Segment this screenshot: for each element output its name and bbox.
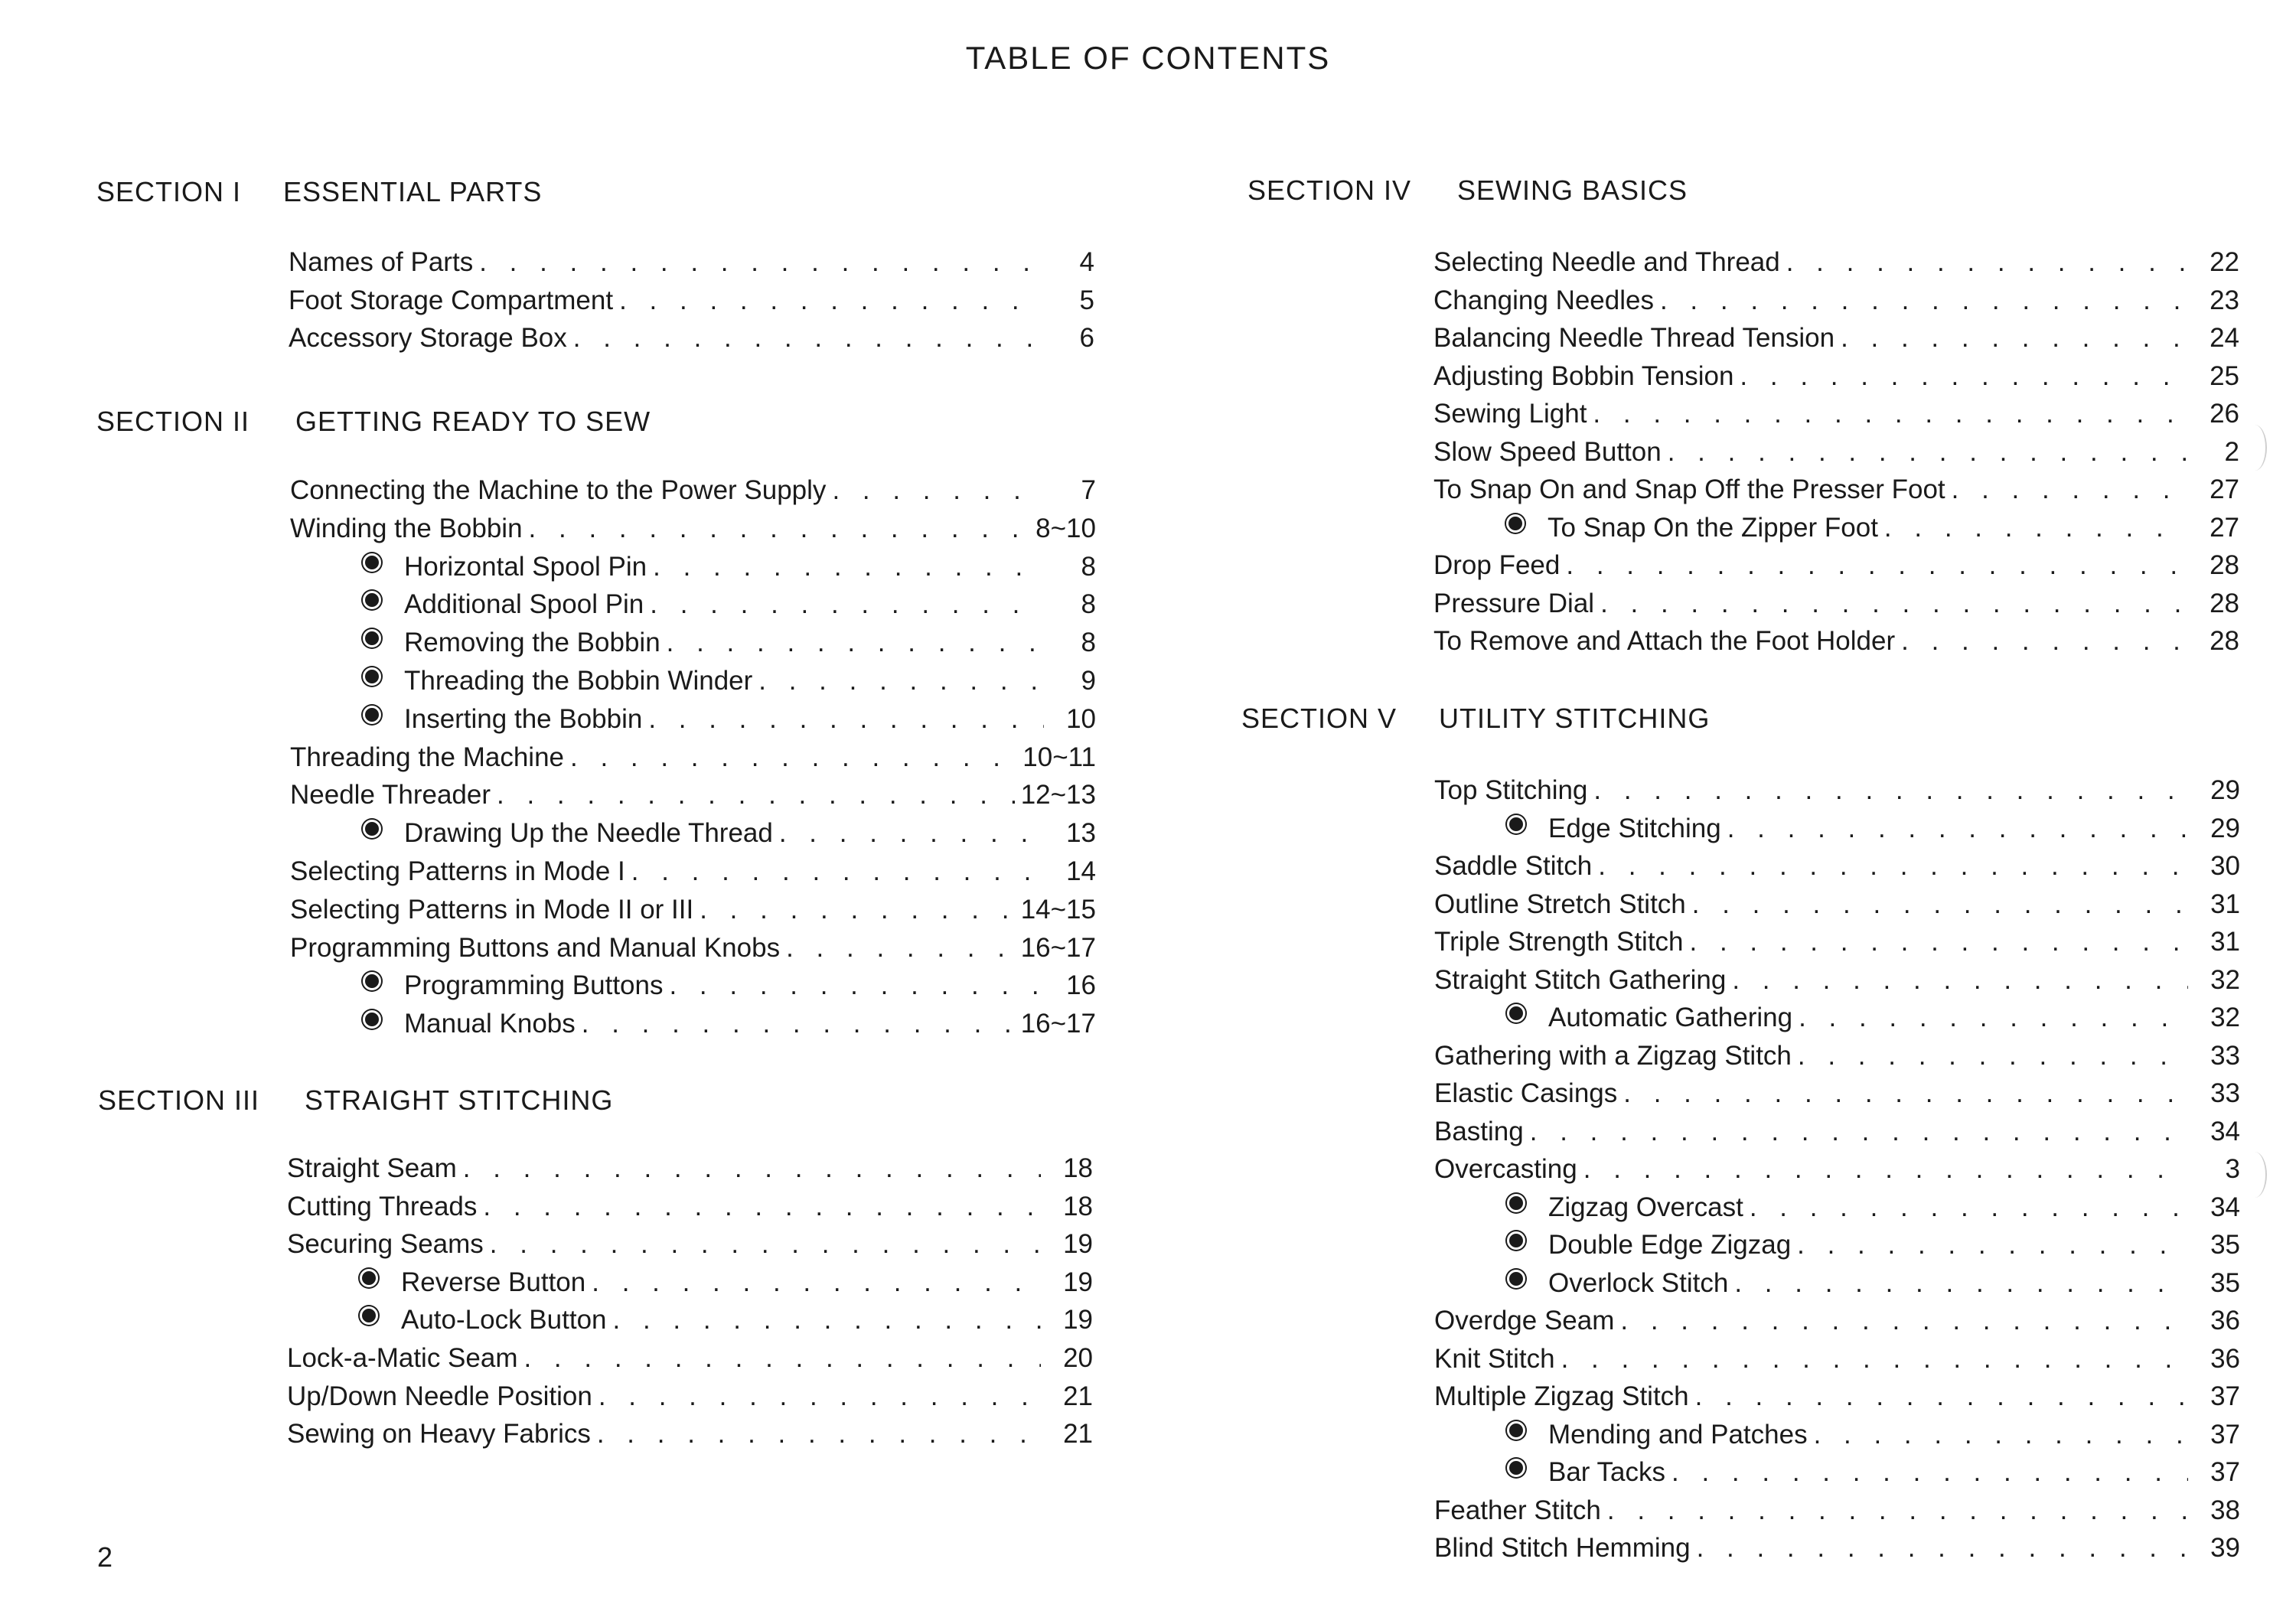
toc-entry-label: Accessory Storage Box [289, 323, 567, 353]
toc-entry-page: 14 [1066, 856, 1096, 886]
dot-leader [1566, 550, 2187, 581]
dot-leader [1561, 1344, 2188, 1375]
toc-entry-label: Edge Stitching [1548, 813, 1721, 843]
toc-entry-page: 35 [2210, 1267, 2240, 1298]
section-name: STRAIGHT STITCHING [305, 1084, 614, 1116]
dot-leader [1798, 1041, 2188, 1071]
toc-entry-label: Triple Strength Stitch [1434, 927, 1684, 957]
dot-leader [1799, 1003, 2188, 1033]
bullet-icon [1507, 1231, 1525, 1250]
toc-entry[interactable] [290, 475, 1096, 512]
toc-entry-label: Reverse Button [401, 1267, 586, 1297]
toc-entry-page: 34 [2210, 1192, 2240, 1222]
dot-leader [631, 856, 1044, 887]
toc-entry[interactable] [1434, 1003, 2240, 1039]
toc-entry-label: Saddle Stitch [1434, 851, 1593, 881]
toc-entry[interactable] [1434, 1230, 2240, 1267]
toc-entry-page: 28 [2210, 588, 2239, 618]
toc-entry-label: Selecting Patterns in Mode II or III [290, 894, 694, 925]
bullet-icon [1507, 1459, 1525, 1477]
toc-entry[interactable] [287, 1192, 1093, 1228]
toc-entry-label: Drawing Up the Needle Thread [404, 818, 773, 849]
section-name: GETTING READY TO SEW [295, 406, 651, 437]
toc-entry-page: 22 [2210, 247, 2239, 277]
toc-entry-label: Blind Stitch Hemming [1434, 1533, 1691, 1563]
toc-entry-page: 36 [2210, 1343, 2240, 1374]
toc-list-section-4 [1433, 247, 2239, 668]
section-1-heading [96, 176, 543, 208]
toc-entry-label: Changing Needles [1433, 285, 1654, 315]
toc-entry-label: Overcasting [1434, 1154, 1577, 1184]
toc-entry-label: Winding the Bobbin [290, 513, 523, 543]
toc-entry-page: 24 [2210, 323, 2239, 353]
dot-leader [1660, 285, 2187, 316]
dot-leader [529, 514, 1030, 544]
toc-entry-label: Selecting Patterns in Mode I [290, 856, 625, 886]
toc-entry-page: 9 [1081, 666, 1096, 696]
toc-entry[interactable] [290, 1009, 1096, 1045]
bullet-icon [363, 706, 381, 724]
toc-entry-page: 5 [1079, 285, 1094, 315]
toc-entry-page: 16 [1066, 970, 1096, 1001]
toc-entry-page: 37 [2210, 1457, 2240, 1487]
toc-entry-label: Drop Feed [1433, 550, 1561, 580]
dot-leader [523, 1343, 1041, 1374]
dot-leader [1732, 965, 2188, 996]
toc-entry[interactable] [1434, 1041, 2240, 1078]
toc-entry-page: 27 [2210, 512, 2239, 543]
toc-entry-page: 7 [1081, 475, 1096, 505]
toc-entry[interactable] [287, 1419, 1093, 1456]
toc-entry[interactable] [1434, 927, 2240, 964]
dot-leader [582, 1009, 1015, 1039]
toc-entry-page: 38 [2210, 1495, 2240, 1525]
toc-entry[interactable] [290, 666, 1096, 703]
toc-entry-page: 32 [2210, 964, 2240, 995]
toc-entry-page: 16~17 [1020, 1009, 1096, 1039]
toc-entry-label: Connecting the Machine to the Power Supply [290, 475, 827, 505]
toc-entry-label: Adjusting Bobbin Tension [1433, 360, 1734, 391]
toc-entry-page: 21 [1063, 1419, 1093, 1450]
dot-leader [1697, 1533, 2188, 1564]
dot-leader [570, 742, 1016, 773]
toc-entry-label: Threading the Machine [290, 742, 564, 772]
dot-leader [613, 1305, 1042, 1335]
toc-entry-label: Removing the Bobbin [404, 628, 660, 658]
section-2-heading [96, 406, 651, 438]
toc-entry-page: 32 [2210, 1003, 2240, 1032]
toc-entry[interactable] [1434, 1344, 2240, 1381]
toc-entry-page: 29 [2210, 813, 2240, 843]
toc-entry-label: Elastic Casings [1434, 1078, 1618, 1108]
toc-entry-page: 33 [2210, 1040, 2240, 1071]
dot-leader [1598, 851, 2188, 882]
toc-entry-label: Programming Buttons [404, 970, 664, 1001]
bullet-icon [1507, 1421, 1525, 1440]
dot-leader [1786, 247, 2187, 278]
dot-leader [667, 628, 1044, 658]
dot-leader [1814, 1420, 2188, 1450]
toc-entry-page: 4 [1079, 247, 1094, 277]
bullet-icon [363, 629, 381, 647]
toc-entry[interactable] [287, 1267, 1093, 1304]
toc-entry-page: 34 [2210, 1116, 2240, 1146]
toc-entry[interactable] [290, 552, 1096, 589]
section-name: ESSENTIAL PARTS [283, 176, 543, 207]
toc-entry-label: Bar Tacks [1548, 1457, 1666, 1487]
dot-leader [597, 1419, 1041, 1450]
dot-leader [650, 589, 1044, 620]
toc-entry-page: 28 [2210, 550, 2239, 580]
bullet-icon [363, 972, 381, 990]
toc-entry[interactable] [290, 704, 1096, 741]
toc-entry-page: 29 [2210, 775, 2240, 805]
page-title: TABLE OF CONTENTS [965, 40, 1331, 76]
dot-leader [1750, 1192, 2188, 1223]
toc-entry[interactable] [1433, 323, 2239, 360]
dot-leader [1740, 361, 2187, 392]
toc-entry-page: 31 [2210, 927, 2240, 957]
toc-entry[interactable] [1434, 1420, 2240, 1456]
toc-entry[interactable] [290, 856, 1096, 893]
toc-entry[interactable] [1433, 474, 2239, 511]
dot-leader [648, 704, 1044, 735]
toc-entry[interactable] [1433, 589, 2239, 625]
bullet-icon [360, 1306, 378, 1325]
bullet-icon [363, 1010, 381, 1029]
toc-entry-label: Securing Seams [287, 1229, 484, 1260]
dot-leader [490, 1229, 1041, 1260]
page-number: 2 [97, 1541, 113, 1573]
dot-leader [463, 1153, 1041, 1184]
toc-entry-label: Sewing on Heavy Fabrics [287, 1419, 591, 1450]
toc-entry[interactable] [290, 742, 1096, 779]
toc-entry[interactable] [290, 818, 1096, 855]
bullet-icon [363, 553, 381, 572]
toc-entry-page: 10~11 [1022, 742, 1096, 772]
toc-entry-label: Slow Speed Button [1433, 436, 1662, 467]
toc-entry-page: 25 [2210, 360, 2239, 391]
toc-entry-label: Selecting Needle and Thread [1433, 247, 1780, 277]
toc-entry[interactable] [1433, 399, 2239, 435]
dot-leader [1727, 814, 2188, 844]
toc-entry-label: Straight Stitch Gathering [1434, 964, 1727, 995]
toc-entry-label: Threading the Bobbin Winder [404, 666, 753, 696]
dot-leader [1690, 927, 2188, 957]
toc-entry-page: 18 [1063, 1153, 1093, 1183]
toc-entry-page: 37 [2210, 1419, 2240, 1450]
toc-entry[interactable] [289, 247, 1094, 284]
bullet-icon [1506, 514, 1525, 533]
toc-entry[interactable] [1433, 550, 2239, 587]
toc-entry[interactable] [287, 1381, 1093, 1418]
section-name: SEWING BASICS [1457, 174, 1688, 206]
toc-entry-page: 39 [2210, 1533, 2240, 1563]
toc-entry[interactable] [1434, 775, 2240, 812]
toc-entry-label: Mending and Patches [1548, 1419, 1808, 1450]
toc-entry[interactable] [1434, 814, 2240, 850]
dot-leader [1692, 889, 2188, 920]
toc-entry-page: 8~10 [1035, 513, 1096, 543]
toc-entry[interactable] [1433, 247, 2239, 284]
bullet-icon [360, 1269, 378, 1287]
toc-entry[interactable] [1433, 285, 2239, 322]
toc-entry-label: Additional Spool Pin [404, 589, 644, 620]
toc-entry-page: 13 [1066, 818, 1096, 849]
toc-entry[interactable] [1434, 1078, 2240, 1115]
toc-entry[interactable] [1434, 1306, 2240, 1342]
toc-entry-page: 10 [1066, 703, 1096, 734]
dot-leader [1600, 589, 2187, 619]
toc-entry[interactable] [1434, 1268, 2240, 1305]
toc-entry-page: 33 [2210, 1078, 2240, 1108]
toc-entry[interactable] [1434, 1192, 2240, 1229]
dot-leader [700, 895, 1014, 925]
toc-entry-label: Up/Down Needle Position [287, 1381, 592, 1411]
toc-entry-page: 36 [2210, 1306, 2240, 1335]
toc-entry-label: Foot Storage Compartment [289, 285, 614, 315]
dot-leader [1607, 1495, 2188, 1526]
toc-entry-page: 31 [2210, 889, 2240, 919]
dot-leader [1734, 1268, 2188, 1299]
toc-entry-page: 12~13 [1020, 780, 1096, 810]
dot-leader [1671, 1457, 2188, 1488]
dot-leader [1583, 1154, 2188, 1185]
toc-entry-label: Overlock Stitch [1548, 1267, 1729, 1298]
dot-leader [619, 285, 1042, 316]
toc-entry[interactable] [1434, 1154, 2240, 1191]
section-name: UTILITY STITCHING [1439, 703, 1711, 734]
toc-entry-label: To Snap On and Snap Off the Presser Foot [1433, 474, 1945, 504]
toc-entry[interactable] [290, 589, 1096, 626]
toc-entry-label: Feather Stitch [1434, 1495, 1601, 1525]
dot-leader [1841, 323, 2187, 354]
section-number: SECTION III [98, 1084, 260, 1116]
toc-entry-label: Top Stitching [1434, 775, 1588, 805]
toc-entry[interactable] [1433, 626, 2239, 663]
dot-leader [573, 323, 1042, 354]
bullet-icon [363, 667, 381, 686]
toc-entry-label: To Snap On the Zipper Foot [1548, 512, 1878, 543]
section-5-heading [1241, 703, 1711, 735]
toc-entry-label: Auto-Lock Button [401, 1305, 607, 1335]
dot-leader [1593, 775, 2188, 806]
toc-entry-page: 14~15 [1020, 894, 1096, 925]
toc-entry[interactable] [1434, 1117, 2240, 1153]
toc-entry-label: Outline Stretch Stitch [1434, 889, 1686, 919]
toc-list-section-3 [287, 1153, 1093, 1459]
bullet-icon [1507, 1004, 1525, 1022]
toc-entry-label: Horizontal Spool Pin [404, 551, 647, 582]
toc-entry[interactable] [289, 323, 1094, 360]
toc-entry-page: 16~17 [1020, 932, 1096, 963]
bullet-icon [1507, 1270, 1525, 1288]
toc-entry[interactable] [287, 1153, 1093, 1190]
section-number: SECTION II [96, 406, 250, 437]
toc-entry[interactable] [287, 1305, 1093, 1342]
bullet-icon [363, 591, 381, 609]
toc-list-section-5 [1434, 775, 2240, 1586]
dot-leader [598, 1381, 1041, 1412]
dot-leader [1884, 513, 2187, 543]
toc-entry-label: Gathering with a Zigzag Stitch [1434, 1040, 1792, 1071]
toc-entry-page: 21 [1063, 1381, 1093, 1411]
toc-entry-label: Overdge Seam [1434, 1306, 1615, 1335]
dot-leader [786, 933, 1015, 964]
dot-leader [1620, 1306, 2188, 1336]
toc-entry-page: 26 [2210, 399, 2239, 429]
page-edge-mark [2242, 425, 2267, 471]
toc-entry-label: Cutting Threads [287, 1191, 478, 1221]
toc-entry[interactable] [1434, 1533, 2240, 1570]
page-edge-mark [2242, 1152, 2267, 1198]
toc-entry[interactable] [1433, 513, 2239, 549]
dot-leader [1797, 1230, 2188, 1260]
toc-entry[interactable] [289, 285, 1094, 322]
toc-entry[interactable] [1434, 851, 2240, 888]
toc-entry-label: Multiple Zigzag Stitch [1434, 1381, 1689, 1411]
toc-entry-page: 3 [2225, 1154, 2240, 1184]
toc-entry-page: 23 [2210, 285, 2239, 315]
toc-entry-label: Inserting the Bobbin [404, 703, 643, 734]
toc-entry-label: To Remove and Attach the Foot Holder [1433, 626, 1896, 656]
dot-leader [497, 780, 1015, 810]
toc-entry-page: 20 [1063, 1343, 1093, 1373]
dot-leader [483, 1192, 1041, 1222]
toc-entry[interactable] [290, 780, 1096, 817]
section-number: SECTION IV [1247, 174, 1412, 206]
section-3-heading [98, 1084, 614, 1117]
toc-entry-page: 30 [2210, 851, 2240, 881]
toc-entry-label: Double Edge Zigzag [1548, 1230, 1792, 1260]
toc-entry-page: 8 [1081, 589, 1096, 620]
toc-entry-page: 18 [1063, 1191, 1093, 1221]
toc-entry[interactable] [1434, 965, 2240, 1002]
dot-leader [1695, 1381, 2188, 1412]
dot-leader [832, 475, 1044, 506]
dot-leader [592, 1267, 1041, 1298]
toc-entry-label: Lock-a-Matic Seam [287, 1343, 518, 1373]
toc-entry-label: Pressure Dial [1433, 588, 1595, 618]
toc-entry-label: Basting [1434, 1116, 1524, 1146]
dot-leader [653, 552, 1044, 582]
dot-leader [779, 818, 1044, 849]
toc-entry-label: Manual Knobs [404, 1009, 576, 1039]
toc-entry[interactable] [290, 970, 1096, 1007]
bullet-icon [1507, 1194, 1525, 1212]
toc-entry[interactable] [1434, 1495, 2240, 1532]
toc-entry-label: Knit Stitch [1434, 1343, 1555, 1374]
dot-leader [669, 970, 1044, 1001]
toc-list-section-2 [290, 475, 1096, 1042]
bullet-icon [363, 820, 381, 838]
toc-entry-page: 6 [1079, 323, 1094, 353]
section-number: SECTION I [96, 176, 242, 207]
dot-leader [1530, 1117, 2188, 1147]
toc-entry[interactable] [287, 1229, 1093, 1266]
dot-leader [479, 247, 1042, 278]
dot-leader [1901, 626, 2187, 657]
section-4-heading [1247, 174, 1688, 207]
toc-entry-label: Sewing Light [1433, 399, 1587, 429]
toc-list-section-1 [289, 247, 1094, 362]
toc-entry-page: 19 [1063, 1305, 1093, 1335]
section-number: SECTION V [1241, 703, 1397, 734]
toc-entry[interactable] [287, 1343, 1093, 1380]
toc-entry-page: 28 [2210, 626, 2239, 656]
toc-entry-label: Balancing Needle Thread Tension [1433, 323, 1835, 353]
dot-leader [1593, 399, 2187, 429]
toc-entry[interactable] [1434, 1381, 2240, 1418]
toc-entry-page: 8 [1081, 628, 1096, 658]
bullet-icon [1507, 815, 1525, 833]
toc-entry[interactable] [290, 895, 1096, 931]
toc-entry-label: Zigzag Overcast [1548, 1192, 1743, 1222]
toc-entry-label: Automatic Gathering [1548, 1003, 1793, 1032]
toc-entry-page: 37 [2210, 1381, 2240, 1411]
toc-entry[interactable] [290, 514, 1096, 550]
toc-entry[interactable] [290, 933, 1096, 970]
toc-entry-page: 19 [1063, 1229, 1093, 1260]
toc-entry-label: Programming Buttons and Manual Knobs [290, 932, 781, 963]
toc-entry[interactable] [1433, 437, 2239, 474]
toc-entry[interactable] [1434, 889, 2240, 926]
toc-entry-page: 8 [1081, 551, 1096, 582]
dot-leader [1952, 474, 2187, 505]
dot-leader [758, 666, 1044, 696]
toc-entry[interactable] [290, 628, 1096, 664]
toc-entry-page: 2 [2224, 436, 2239, 467]
toc-entry-label: Needle Threader [290, 780, 491, 810]
toc-entry[interactable] [1433, 361, 2239, 398]
dot-leader [1623, 1078, 2188, 1109]
toc-entry[interactable] [1434, 1457, 2240, 1494]
dot-leader [1668, 437, 2187, 468]
toc-entry-page: 19 [1063, 1267, 1093, 1297]
toc-entry-page: 35 [2210, 1230, 2240, 1260]
toc-entry-label: Straight Seam [287, 1153, 457, 1183]
toc-entry-page: 27 [2210, 474, 2239, 504]
toc-entry-label: Names of Parts [289, 247, 474, 277]
